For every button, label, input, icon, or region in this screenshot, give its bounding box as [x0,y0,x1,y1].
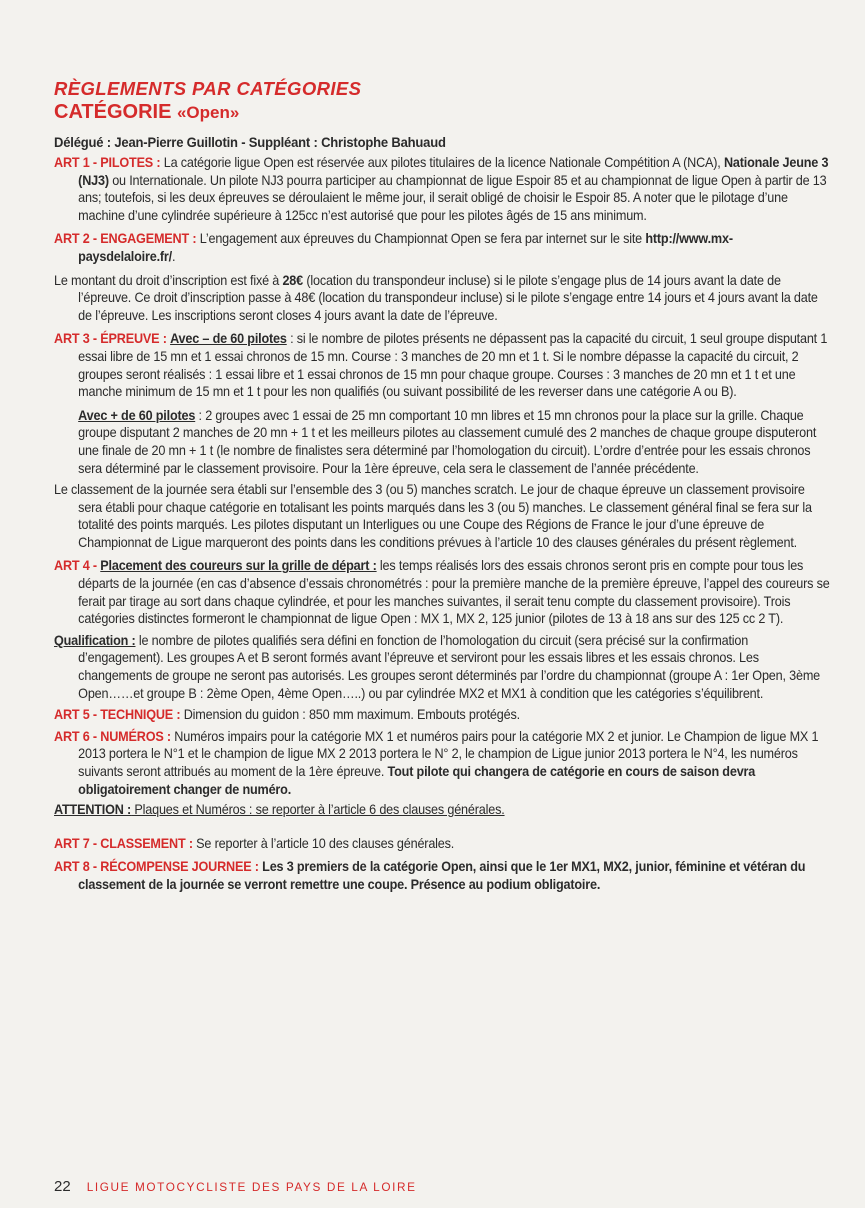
art3-text-1: : si le nombre de pilotes présents ne dépassent pas la capacité du circuit, 1 seul groupe disputant 1 essai libre de 15 mn et 1 essai chronos de 15 mn. Course : 3 manches de 20 mn et 1 t. Si le nombre dépasse la capacité du circuit, 2 groupes seront réalisés : 1 essai libre et 1 essai chronos de 15 mn pour chaque groupe. Courses : 3 manches de 20 mn et 1 t et une manche minimum de 15 mn et 1 t pour les non qualifiés (ou suivant possibilité de les reverser dans une catégorie A ou B). [78,331,828,400]
art2-text-2: . [171,248,176,264]
art1-text-1: La catégorie ligue Open est réservée aux pilotes titulaires de la licence Nationale Compétition A (NCA), [160,155,724,170]
art7-text: Se reporter à l’article 10 des clauses générales. [192,835,455,851]
art3-paragraph-3: Le classement de la journée sera établi sur l’ensemble des 3 (ou 5) manches scratch. Le jour de chaque épreuve un classement provisoire sera établi pour chaque catégorie en totalisant les points marqués dans les 3 (ou 5) manches. Le classement général final se fera sur la totalité des points marqués. Les pilotes disputant un Interligues ou une Coupe des Régions de France le jour d’une épreuve de Championnat de Ligue marqueront des points dans les conditions prévues à l’article 10 des clauses générales du présent règlement. [54,482,812,550]
art8-paragraph [54,858,830,893]
art2-fee-amount: 28€ [282,272,304,288]
art5-paragraph [54,706,830,724]
page-number: 22 [54,1178,71,1195]
attention-text: Plaques et Numéros : se reporter à l’article 6 des clauses générales. [131,802,505,818]
art6-label: ART 6 - NUMÉROS : [54,728,171,744]
organization-name: LIGUE MOTOCYCLISTE DES PAYS DE LA LOIRE [86,1180,417,1194]
art2-label: ART 2 - ENGAGEMENT : [54,231,197,247]
art6-text: Numéros impairs pour la catégorie MX 1 et numéros pairs pour la catégorie MX 2 et junior. Le Champion de ligue MX 1 2013 portera le N°1 et le champion de ligue MX 2 2013 portera le N° 2, le champion de Ligue junior 2013 portera le N°4, les numéros suivants seront attribués au moment de la 1ère épreuve. [78,728,819,779]
art6-paragraph [54,728,830,798]
art2-paragraph [54,230,830,265]
category-title [54,100,830,125]
attention-paragraph [54,801,830,819]
qualification-text: le nombre de pilotes qualifiés sera défini en fonction de l’homologation du circuit (sera précisé sur la confirmation d’engagement). Les groupes A et B seront formés avant l’épreuve et serviront pour les essais libres et les essais chronos. Les changements de groupe ne seront pas autorisés. Les groupes seront déterminés par l’ordre du championnat (groupe A : 1er Open, 3ème Open……et groupe B : 2ème Open, 4ème Open…..) ou par cylindrée MX2 et MX1 à condition que les catégories s’équilibrent. [78,632,821,701]
art2-fee-paragraph [54,272,830,325]
art8-label: ART 8 - RÉCOMPENSE JOURNEE : [54,859,259,875]
page-footer [54,1178,417,1195]
art5-label: ART 5 - TECHNIQUE : [54,707,181,723]
art1-paragraph [54,154,830,224]
art3-paragraph [54,330,830,400]
art7-paragraph [54,835,830,853]
art6-bold: Tout pilote qui changera de catégorie en cours de saison devra obligatoirement changer de numéro. [78,764,756,797]
art1-text-2: ou Internationale. Un pilote NJ3 pourra participer au championnat de ligue Espoir 85 et au championnat de ligue Open à partir de 13 ans; toutefois, si les deux épreuves se déroulaient le même jour, il serait obligé de choisir le Espoir 85. A noter que le pilotage d’une machine d’une cylindrée supérieure à 125cc n’est autorisé que pour les pilotes âgés de 15 ans minimum. [78,172,827,223]
art3-sub1: Avec – de 60 pilotes [170,331,287,347]
art8-text: Les 3 premiers de la catégorie Open, ainsi que le 1er MX1, MX2, junior, féminine et vétéran du classement de la journée se verront remettre une coupe. Présence au podium obligatoire. [78,859,806,892]
qualification-label: Qualification : [54,632,136,648]
category-name: «Open» [176,103,240,122]
art2-fee-text-1: Le montant du droit d’inscription est fixé à [54,272,283,288]
art1-bold: Nationale Jeune 3 (NJ3) [78,155,829,188]
art3-label: ART 3 - ÉPREUVE : [54,331,167,347]
art4-label: ART 4 - [54,558,101,574]
art4-paragraph [54,557,830,627]
art1-label: ART 1 - PILOTES : [54,155,161,170]
document-page [54,78,830,894]
art2-url-link[interactable]: http://www.mx-paysdelaloire.fr/ [78,231,733,264]
art3-sub2: Avec + de 60 pilotes [78,407,196,423]
art3-paragraph-2 [54,407,830,477]
art7-label: ART 7 - CLASSEMENT : [54,835,193,851]
art3-text-2: : 2 groupes avec 1 essai de 25 mn comportant 10 mn libres et 15 mn chronos pour la place sur la grille. Chaque groupe disputant 2 manches de 20 mn + 1 t et les meilleurs pilotes au classement cumulé des 2 manches de chaque groupe disputeront une finale de 20 mn + 1 t (le nombre de finalistes sera déterminé par l’homologation du circuit). L’ordre d’entrée pour les essais chronos sera déterminé par le classement provisoire. Pour la 1ère épreuve, cela sera le classement de l’année précédente. [78,407,817,476]
attention-label: ATTENTION : [54,802,132,818]
delegate-line: Délégué : Jean-Pierre Guillotin - Suppléant : Christophe Bahuaud [54,134,446,150]
section-title: RÈGLEMENTS PAR CATÉGORIES [54,78,362,99]
art2-text-1: L’engagement aux épreuves du Championnat Open se fera par internet sur le site [196,231,646,247]
art2-fee-text-2: (location du transpondeur incluse) si le pilote s’engage plus de 14 jours avant la date de l’épreuve. Ce droit d’inscription passe à 48€ (location du transpondeur incluse) si le pilote s’engage entre 14 jours et 4 jours avant la date de l’épreuve. Les inscriptions seront closes 4 jours avant la date de l’épreuve. [78,272,818,323]
art4-text-1: les temps réalisés lors des essais chronos seront pris en compte pour tous les départs de la journée (en cas d’absence d’essais chronométrés : pour la première manche de la première épreuve, l’appel des coureurs se ferait par tirage au sort dans chaque cylindrée, et pour les manches suivantes, il serait tenu compte du classement provisoire). Trois catégories distinctes formeront le championnat de ligue Open : MX 1, MX 2, 125 junior (pilotes de 13 à 18 ans sur des 125 cc 2 T). [78,558,830,627]
art5-text: Dimension du guidon : 850 mm maximum. Embouts protégés. [180,707,520,723]
art4-sub: Placement des coureurs sur la grille de départ : [100,558,377,574]
category-prefix: CATÉGORIE [54,101,177,123]
qualification-paragraph [54,632,830,702]
